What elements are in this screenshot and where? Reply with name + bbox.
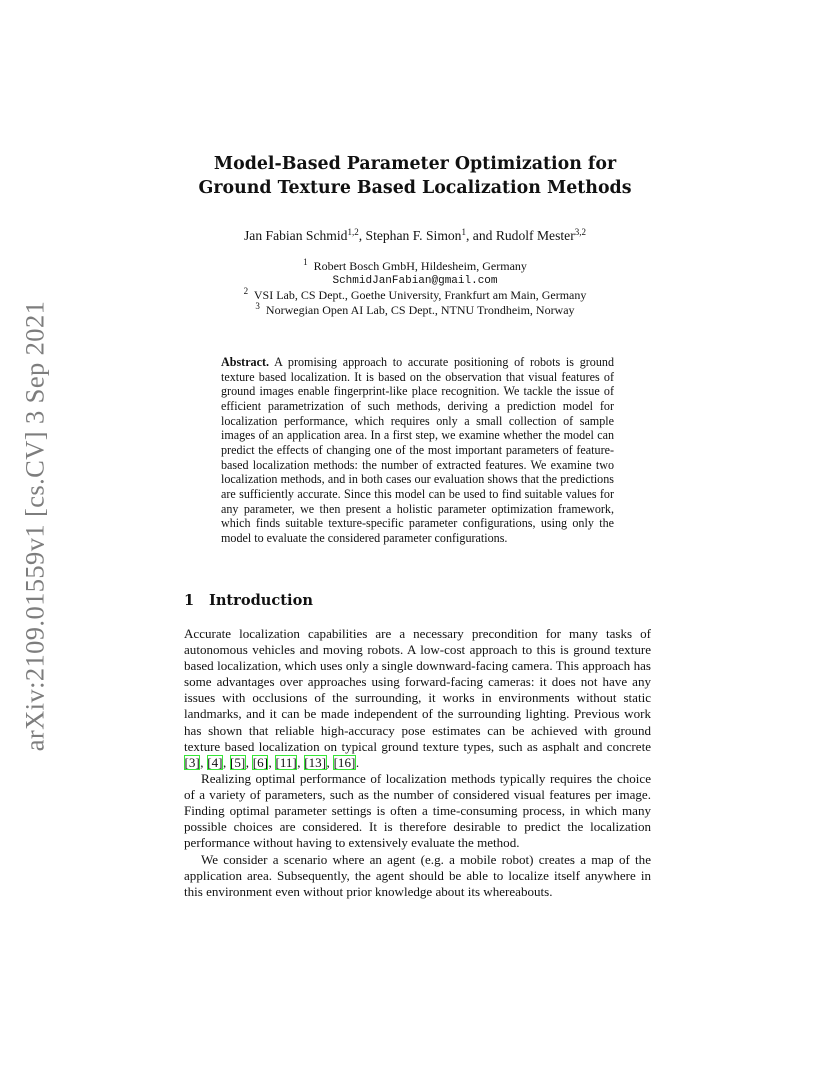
author-affiliation-mark: 3,2 xyxy=(574,227,586,237)
arxiv-id-text: arXiv:2109.01559v1 [cs.CV] 3 Sep 2021 xyxy=(19,300,50,752)
citation-link[interactable]: [3] xyxy=(184,754,200,770)
affiliation-2 xyxy=(150,288,680,302)
intro-paragraph-1: Accurate localization capabilities are a necessary precondition for many tasks of autonomous vehicles and moving robots. A low-cost approach to this is ground texture based localization, which uses only a single downward-facing camera. This approach has some advantages over approaches using forward-facing cameras: it does not have any issues with occlusions of the surrounding, it works in environments without static landmarks, and it can be made independent of the surrounding lighting. Previous work has shown that reliable high-accuracy pose estimates can be achieved with ground texture based localization on typical ground texture types, such as asphalt and concrete [3], [4], [5], [6], [11], [13], [16]. xyxy=(184,626,651,770)
author-list xyxy=(150,228,680,244)
author-email[interactable]: SchmidJanFabian@gmail.com xyxy=(332,275,498,287)
citation-link[interactable]: [6] xyxy=(252,754,268,770)
intro-paragraph-2: Realizing optimal performance of localization methods typically requires the choice of a variety of parameters, such as the number of considered visual features per image. Finding optimal parameter settings is often a time-consuming process, in which many possible choices are considered. It is therefore desirable to predict the localization performance without having to extensively evaluate the method. xyxy=(184,771,651,851)
affiliation-1 xyxy=(150,259,680,273)
citation-link[interactable]: [5] xyxy=(230,754,246,770)
section-heading xyxy=(184,592,313,609)
author-separator: , xyxy=(358,228,366,243)
author-name: Jan Fabian Schmid xyxy=(244,228,348,243)
author-affiliation-mark: 1 xyxy=(461,227,466,237)
paper-title-line-2: Ground Texture Based Localization Methods xyxy=(198,178,632,198)
affiliation-text: Robert Bosch GmbH, Hildesheim, Germany xyxy=(313,259,527,273)
section-title: Introduction xyxy=(209,592,313,609)
affiliation-3 xyxy=(150,303,680,317)
author-name: Rudolf Mester xyxy=(495,228,575,243)
abstract-label: Abstract. xyxy=(221,355,270,369)
citation-link[interactable]: [4] xyxy=(207,754,223,770)
paragraph-text: Accurate localization capabilities are a necessary precondition for many tasks of autonomous vehicles and moving robots. A low-cost approach to this is ground texture based localization, which uses only a single downward-facing camera. This approach has some advantages over approaches using forward-facing cameras: it does not have any issues with occlusions of the surrounding, it works in environments without static landmarks, and it can be made independent of the surrounding lighting. Previous work has shown that reliable high-accuracy pose estimates can be achieved with ground texture based localization on typical ground texture types, such as asphalt and concrete xyxy=(184,626,651,754)
affiliation-mark: 2 xyxy=(243,286,249,296)
abstract-body: A promising approach to accurate positioning of robots is ground texture based localization. It is based on the observation that visual features of ground images enable fingerprint-like place recognition. We tackle the issue of efficient parametrization of such methods, deriving a prediction model for localization performance, which requires only a small collection of sample images of an application area. In a first step, we examine whether the model can predict the effects of changing one of the most important parameters of feature-based localization methods: the number of extracted features. We examine two localization methods, and in both cases our evaluation shows that the predictions are sufficiently accurate. Since this model can be used to find suitable values for any parameter, we then present a holistic parameter optimization framework, which finds suitable texture-specific parameter configurations, using only the model to evaluate the considered parameter configurations. xyxy=(221,355,614,545)
section-number: 1 xyxy=(184,592,195,609)
arxiv-identifier xyxy=(14,296,56,756)
citation-link[interactable]: [16] xyxy=(333,754,356,770)
abstract xyxy=(221,355,614,546)
author-name: Stephan F. Simon xyxy=(365,228,462,243)
paper-title-line-1: Model-Based Parameter Optimization for xyxy=(213,154,617,174)
affiliation-text: Norwegian Open AI Lab, CS Dept., NTNU Trondheim, Norway xyxy=(265,303,575,317)
intro-paragraph-3: We consider a scenario where an agent (e.g. a mobile robot) creates a map of the application area. Subsequently, the agent should be able to localize itself anywhere in this environment even without prior knowledge about its whereabouts. xyxy=(184,852,651,900)
citation-link[interactable]: [11] xyxy=(275,754,297,770)
author-separator: , and xyxy=(465,228,496,243)
affiliation-mark: 3 xyxy=(255,301,260,311)
citation-link[interactable]: [13] xyxy=(304,754,327,770)
affiliation-text: VSI Lab, CS Dept., Goethe University, Frankfurt am Main, Germany xyxy=(253,288,587,302)
author-affiliation-mark: 1,2 xyxy=(347,227,359,237)
affiliation-mark: 1 xyxy=(303,257,308,267)
